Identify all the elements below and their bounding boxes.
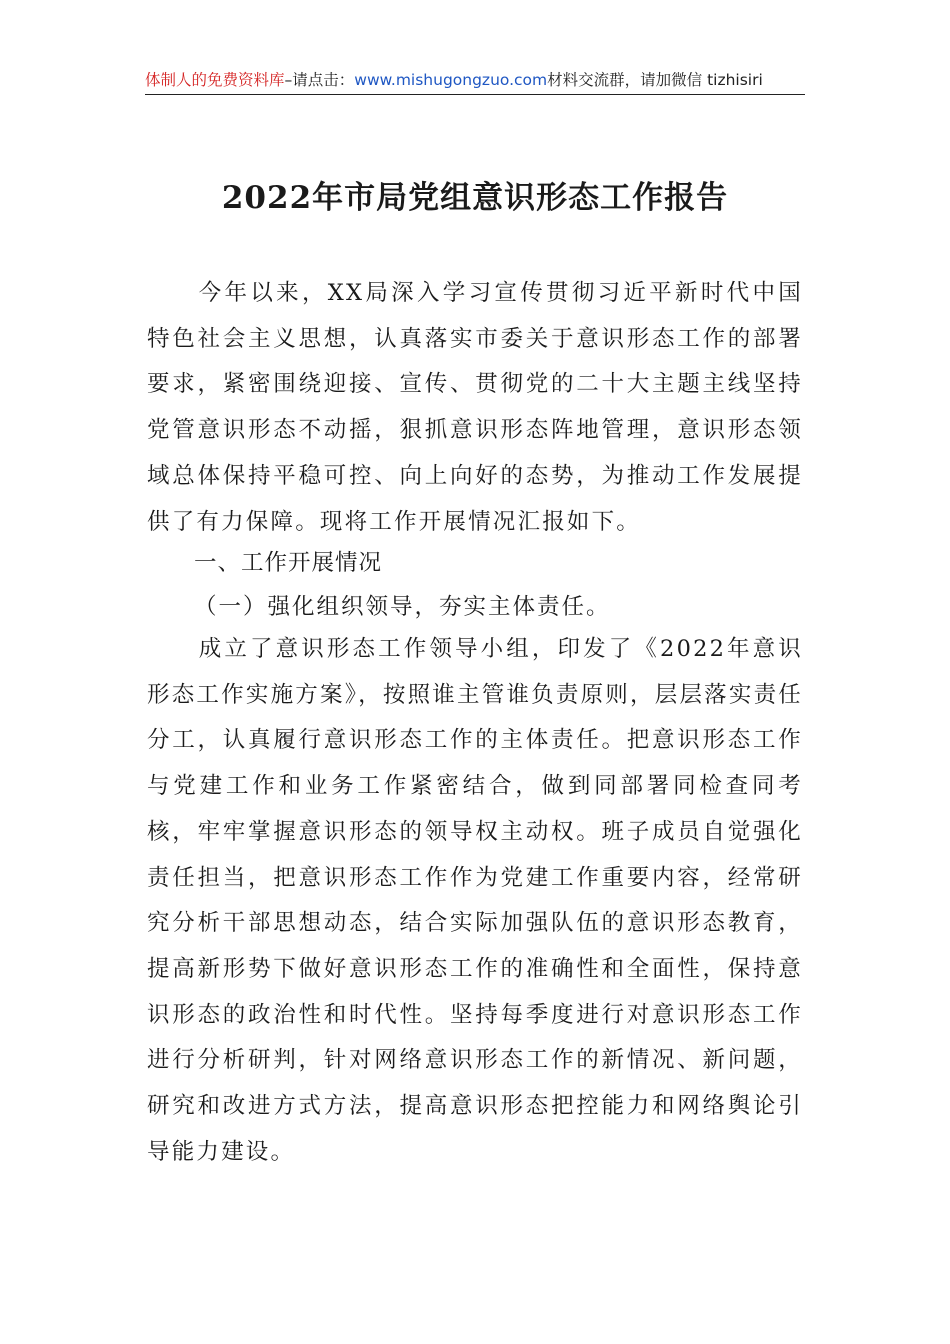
header-link[interactable]: www.mishugongzuo.com — [354, 71, 548, 89]
section-heading: 一、工作开展情况 — [194, 550, 383, 576]
subsection-text: 成立了意识形态工作领导小组，印发了《2022年意识形态工作实施方案》，按照谁主管谁负责原则，层层落实责任分工，认真履行意识形态工作的主体责任。把意识形态工作与党建工作和业务工作紧密结合，做到同部署同检查同考核，牢牢掌握意识形态的领导权主动权。班子成员自觉强化责任担当，把意识形态工作作为党建工作重要内容，经常研究分析干部思想动态，结合实际加强队伍的意识形态教育，提高新形势下做好意识形态工作的准确性和全面性，保持意识形态的政治性和时代性。坚持每季度进行对意识形态工作进行分析研判，针对网络意识形态工作的新情况、新问题，研究和改进方式方法，提高意识形态把控能力和网络舆论引导能力建设。 — [147, 636, 803, 1165]
header-contact: 材料交流群，请加微信 tizhisiri — [547, 71, 763, 89]
page-header — [145, 66, 805, 95]
header-brand: 体制人的免费资料库 — [145, 71, 285, 89]
subsection-heading: （一）强化组织领导，夯实主体责任。 — [194, 594, 611, 620]
intro-text: 今年以来，XX局深入学习宣传贯彻习近平新时代中国特色社会主义思想，认真落实市委关于意识形态工作的部署要求，紧密围绕迎接、宣传、贯彻党的二十大主题主线坚持党管意识形态不动摇，狠抓意识形态阵地管理，意识形态领域总体保持平稳可控、向上向好的态势，为推动工作发展提供了有力保障。现将工作开展情况汇报如下。 — [147, 280, 803, 535]
header-prompt: –请点击： — [284, 71, 355, 89]
subsection-paragraph — [147, 627, 803, 1175]
document-title: 2022年市局党组意识形态工作报告 — [221, 180, 729, 216]
intro-paragraph — [147, 271, 803, 545]
